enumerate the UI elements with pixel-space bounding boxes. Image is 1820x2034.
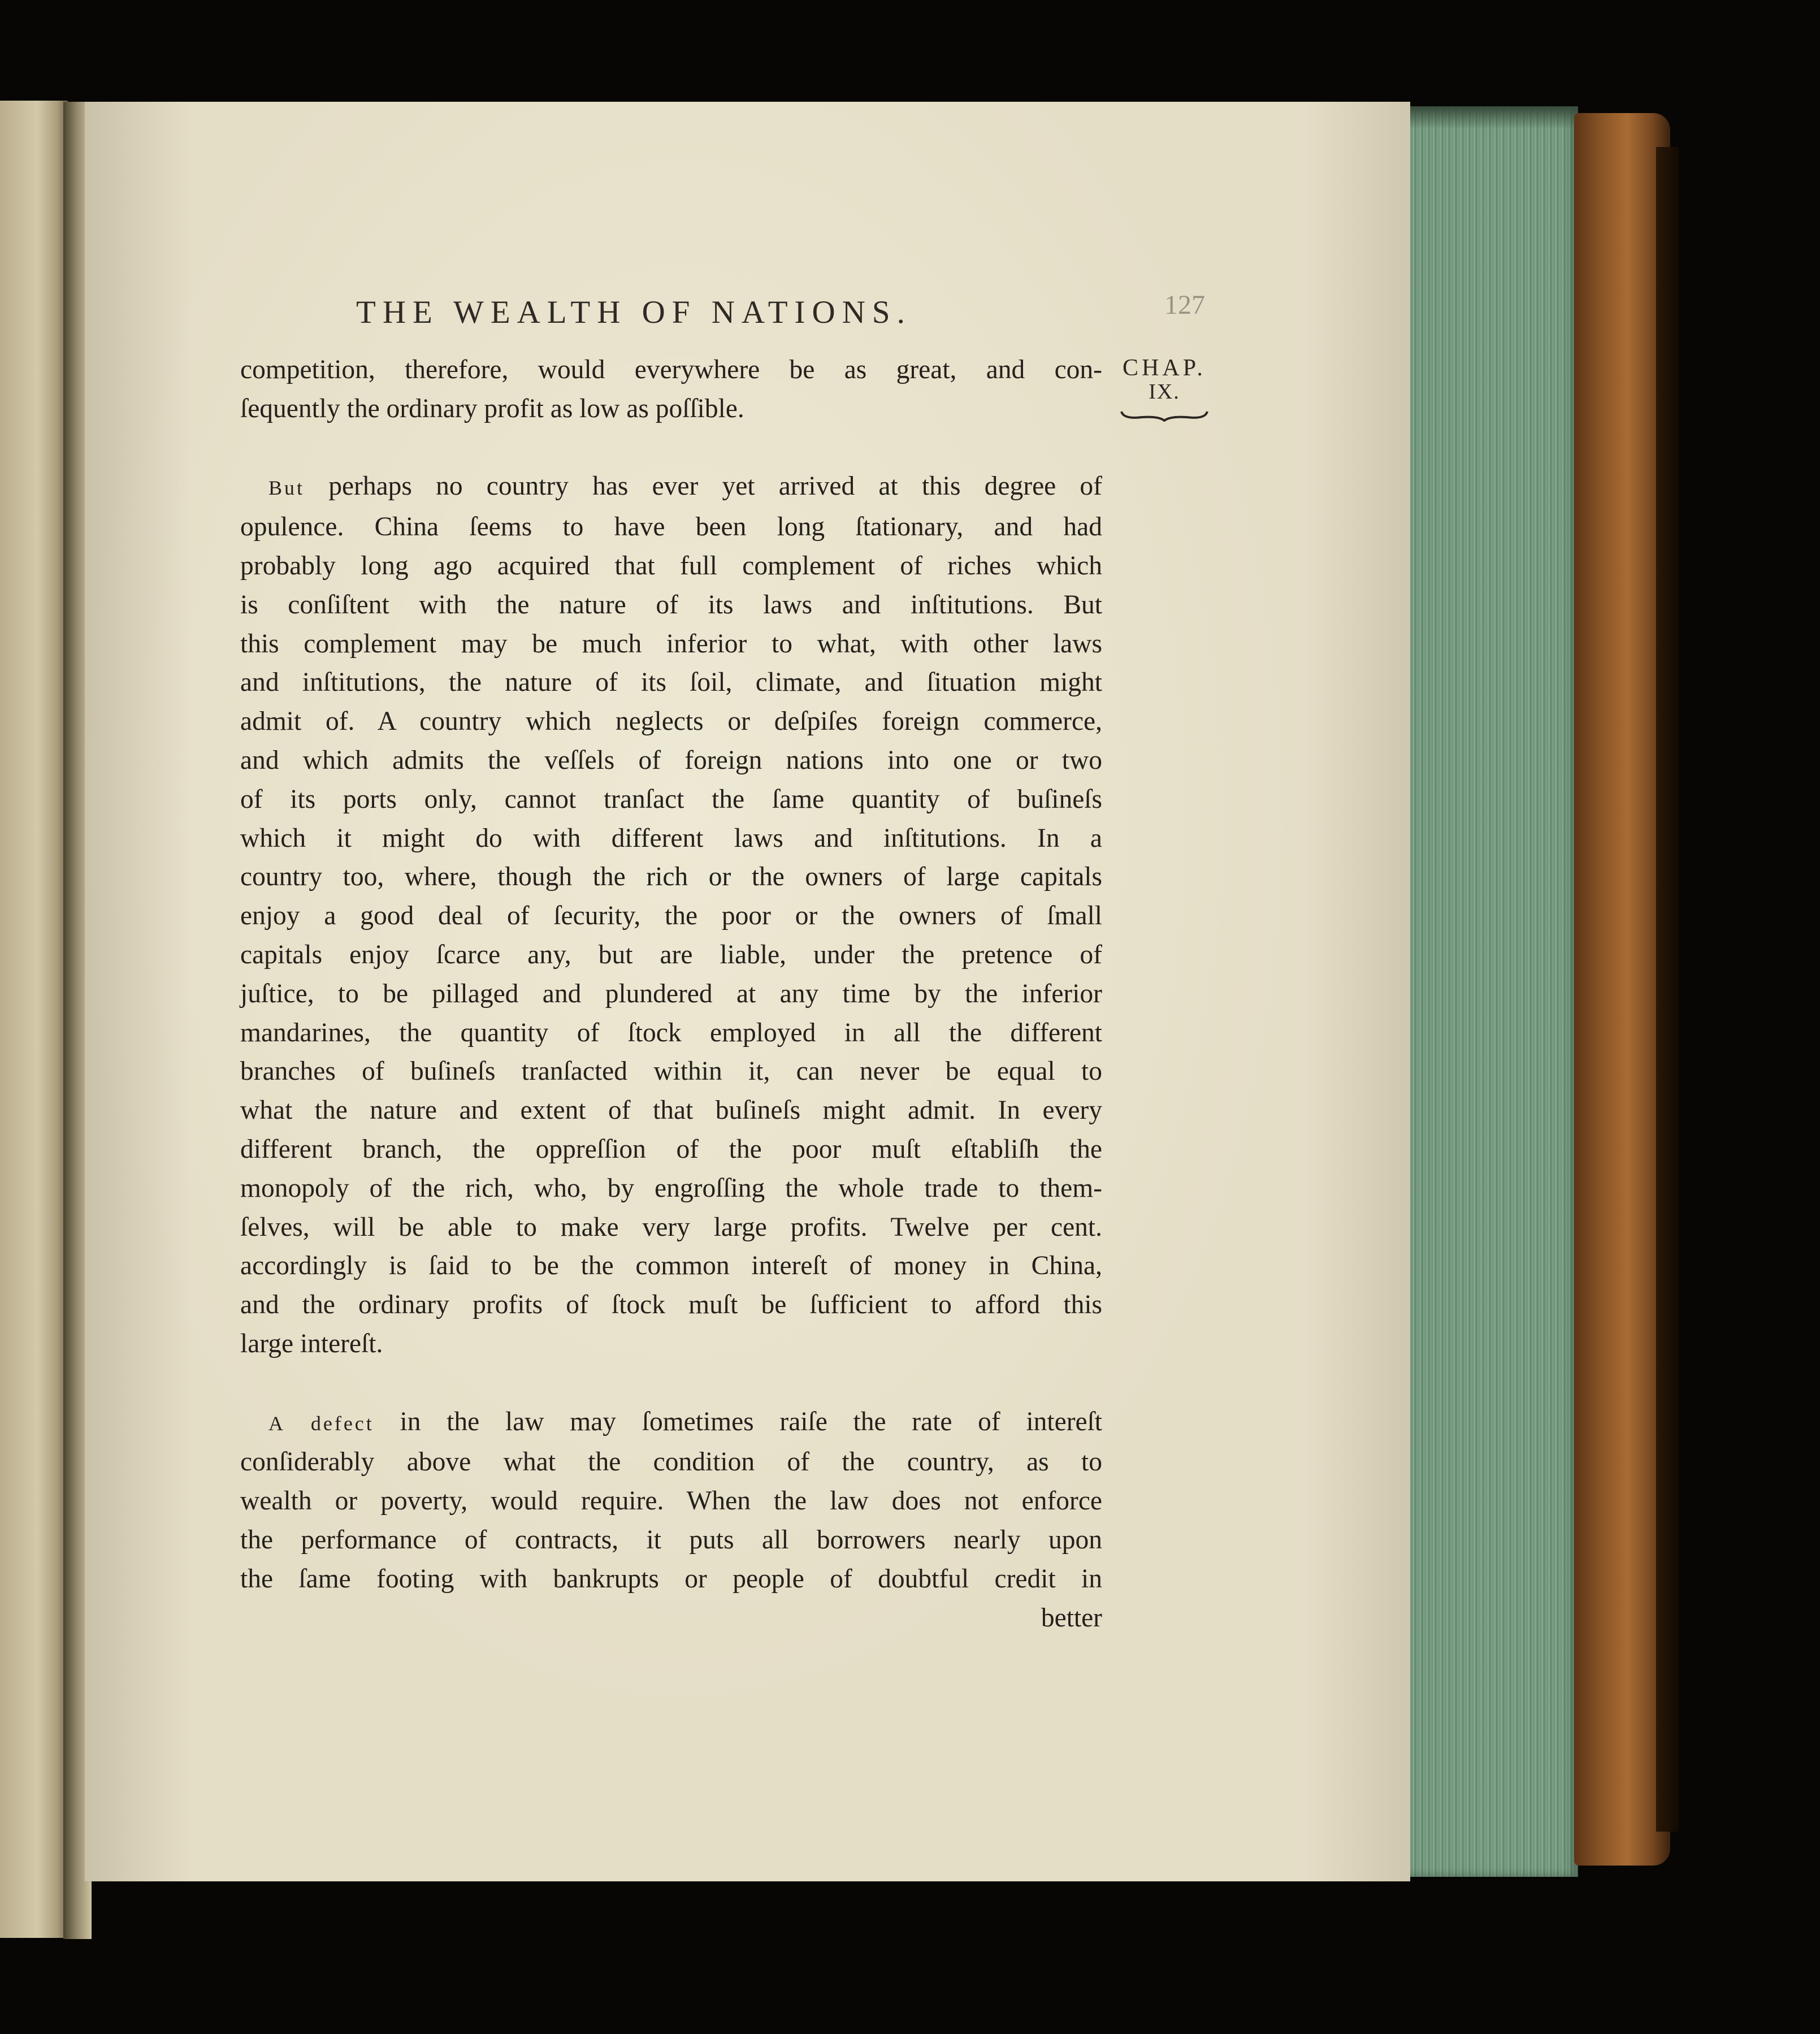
margin-note-chap: CHAP. bbox=[1123, 355, 1206, 381]
fore-edge bbox=[1409, 106, 1578, 1877]
brace-icon bbox=[1119, 409, 1210, 423]
text-line: competition, therefore, would everywhere be as great, and con- bbox=[240, 355, 1102, 384]
catchword: better bbox=[1041, 1603, 1102, 1633]
text-line: ſelves, will be able to make very large profits. Twelve per cent. bbox=[240, 1212, 1102, 1242]
text-line: juſtice, to be pillaged and plundered at any time by the inferior bbox=[240, 979, 1102, 1009]
text-line: mandarines, the quantity of ſtock employed in all the different bbox=[240, 1018, 1102, 1048]
binding-shadow bbox=[1656, 147, 1679, 1832]
paragraph-1 bbox=[240, 350, 1102, 429]
text-line: different branch, the oppreſſion of the poor muſt eſtabliſh the bbox=[240, 1134, 1102, 1164]
text-line: which it might do with different laws and inſtitutions. In a bbox=[240, 823, 1102, 853]
text-line-rest: perhaps no country has ever yet arrived at this degree of bbox=[305, 471, 1102, 501]
text-line: and the ordinary profits of ſtock muſt be ſufficient to afford this bbox=[240, 1290, 1102, 1320]
paragraph-3 bbox=[240, 1403, 1102, 1599]
body-text bbox=[240, 350, 1102, 1637]
chapter-margin-note bbox=[1108, 356, 1221, 423]
text-line: monopoly of the rich, who, by engroſſing the whole trade to them- bbox=[240, 1173, 1102, 1203]
text-line: probably long ago acquired that full complement of riches which bbox=[240, 551, 1102, 581]
text-line bbox=[240, 1403, 1102, 1443]
text-line: the performance of contracts, it puts all borrowers nearly upon bbox=[240, 1525, 1102, 1555]
small-caps-lead: A defect bbox=[268, 1412, 374, 1435]
text-line: branches of buſineſs tranſacted within it, can never be equal to bbox=[240, 1057, 1102, 1087]
text-line: opulence. China ſeems to have been long ſtationary, and had bbox=[240, 512, 1102, 542]
text-line: what the nature and extent of that buſineſs might admit. In every bbox=[240, 1096, 1102, 1126]
margin-note-number: IX. bbox=[1149, 380, 1180, 404]
text-line: admit of. A country which neglects or deſpiſes foreign commerce, bbox=[240, 707, 1102, 737]
text-line: this complement may be much inferior to what, with other laws bbox=[240, 629, 1102, 659]
text-line: wealth or poverty, would require. When the law does not enforce bbox=[240, 1486, 1102, 1516]
text-line bbox=[240, 467, 1102, 508]
page-number: 127 bbox=[1164, 290, 1205, 320]
text-line: is conſiſtent with the nature of its laws and inſtitutions. But bbox=[240, 590, 1102, 620]
facing-page-edge bbox=[0, 101, 68, 1938]
text-line: capitals enjoy ſcarce any, but are liable, under the pretence of bbox=[240, 940, 1102, 970]
paragraph-2 bbox=[240, 467, 1102, 1363]
text-line: the ſame footing with bankrupts or people of doubtful credit in bbox=[240, 1564, 1102, 1594]
text-line: and inſtitutions, the nature of its ſoil, climate, and ſituation might bbox=[240, 668, 1102, 698]
text-line: enjoy a good deal of ſecurity, the poor or the owners of ſmall bbox=[240, 901, 1102, 931]
text-line: conſiderably above what the condition of the country, as to bbox=[240, 1447, 1102, 1477]
text-line: large intereſt. bbox=[240, 1328, 383, 1358]
text-line: country too, where, though the rich or the owners of large capitals bbox=[240, 862, 1102, 892]
small-caps-lead: But bbox=[268, 477, 305, 500]
running-head: THE WEALTH OF NATIONS. bbox=[356, 295, 912, 330]
text-line: and which admits the veſſels of foreign nations into one or two bbox=[240, 745, 1102, 775]
text-line-rest: in the law may ſometimes raiſe the rate of intereſt bbox=[374, 1407, 1103, 1436]
text-line: accordingly is ſaid to be the common intereſt of money in China, bbox=[240, 1251, 1102, 1281]
text-line: of its ports only, cannot tranſact the ſame quantity of buſineſs bbox=[240, 784, 1102, 814]
text-line: ſequently the ordinary profit as low as poſſible. bbox=[240, 393, 744, 423]
